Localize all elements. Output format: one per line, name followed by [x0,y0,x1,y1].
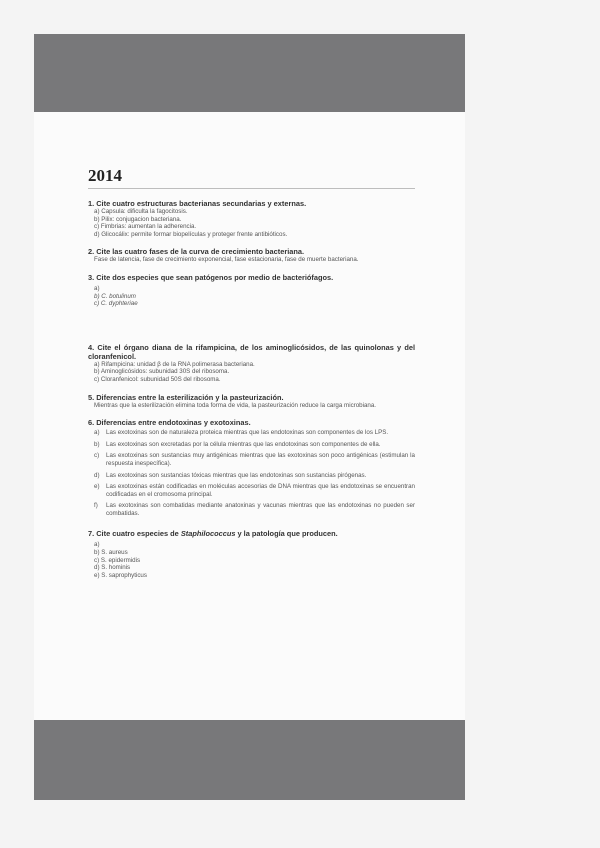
answer-item: b) S. aureus [94,549,128,557]
answer-paragraph: Mientras que la esterilización elimina toda forma de vida, la pasteurización reduce la carga microbiana. [94,401,377,409]
list-item [88,502,415,517]
question-3 [88,273,415,308]
item-label: a) [94,429,100,437]
answer-item: a) Rifampicina: unidad β de la RNA polimerasa bacteriana. [94,360,255,368]
answer-item: b) C. botulinum [94,292,136,300]
item-text: Las exotoxinas son sustancias tóxicas mientras que las endotoxinas son sustancias pirógenas. [106,471,367,479]
question-5-answers [88,402,415,410]
question-7-answers [88,541,415,579]
answer-item: a) [94,541,100,549]
question-6-title: 6. Diferencias entre endotoxinas y exotoxinas. [88,418,251,428]
item-label: e) [94,483,100,491]
title-italic: Staphilococcus [180,529,236,539]
question-3-title: 3. Cite dos especies que sean patógenos por medio de bacteriófagos. [88,272,334,282]
page-content [88,166,415,588]
question-5-title: 5. Diferencias entre la esterilización y la pasteurización. [88,392,284,402]
answer-item: b) Aminoglicósidos: subunidad 30S del ribosoma. [94,368,230,376]
answer-item: c) Cloranfenicol: subunidad 50S del ribosoma. [94,375,221,383]
list-item [88,441,415,449]
answer-item: a) Capsula: dificulta la fagocitosis. [94,208,188,215]
question-4-title: 4. Cite el órgano diana de la rifampicina, de los aminoglicósidos, de las quinolonas y del cloranfenicol. [88,342,415,361]
document-page [34,112,465,720]
answer-item: c) Fimbrias: aumentan la adherencia. [94,223,197,231]
answer-item: d) S. hominis [94,564,131,572]
answer-item: a) [94,284,100,292]
answer-item: e) S. saprophyticus [94,571,147,579]
title-rule [88,188,415,189]
list-item [88,452,415,467]
answer-item: d) Glicocálix: permite formar biopelículas y proteger frente antibióticos. [94,230,288,238]
item-text: Las exotoxinas son sustancias muy antigénicas mientras que las exotoxinas son poco antigénicas (estimulan la respuesta inespecífica). [106,452,415,467]
question-1-title: 1. Cite cuatro estructuras bacterianas secundarias y externas. [88,199,307,208]
question-5 [88,393,415,410]
answer-item: c) C. dyphteriae [94,300,138,308]
question-2 [88,247,415,264]
question-2-title: 2. Cite las cuatro fases de la curva de crecimiento bacteriana. [88,247,305,257]
answer-item: b) Pilix: conjugacion bacteriana. [94,215,182,223]
question-4-answers [88,361,415,384]
item-text: Las exotoxinas son combatidas mediante anatoxinas y vacunas mientras que las endotoxinas no pueden ser combatidas. [106,502,415,517]
question-7 [88,529,415,579]
item-text: Las exotoxinas están codificadas en moléculas accesorias de DNA mientras que las endotoxinas se encuentran codificadas en el cromosoma principal. [106,483,415,498]
question-4 [88,343,415,384]
item-text: Las exotoxinas son de naturaleza proteica mientras que las endotoxinas son componentes de los LPS. [106,429,389,437]
question-6 [88,418,415,517]
item-label: c) [94,452,100,460]
question-3-answers [88,285,415,308]
page-title: 2014 [88,166,122,185]
question-7-title [88,529,415,538]
question-1-answers [88,208,415,238]
answer-item: c) S. epidermidis [94,556,141,564]
question-1 [88,199,415,238]
title-part: 7. Cite cuatro especies de [88,529,181,539]
list-item [88,472,415,480]
item-label: f) [94,502,98,510]
list-item [88,429,415,437]
title-part: y la patología que producen. [235,529,338,539]
list-item [88,483,415,498]
item-text: Las exotoxinas son excretadas por la célula mientras que las endotoxinas son componentes de ella. [106,440,381,448]
item-label: b) [94,440,100,448]
answer-paragraph: Fase de latencia, fase de crecimiento exponencial, fase estacionaria, fase de muerte bacteriana. [94,256,359,264]
item-label: d) [94,471,100,479]
top-gray-band [34,34,465,112]
bottom-gray-band [34,720,465,800]
question-2-answers [88,256,415,264]
